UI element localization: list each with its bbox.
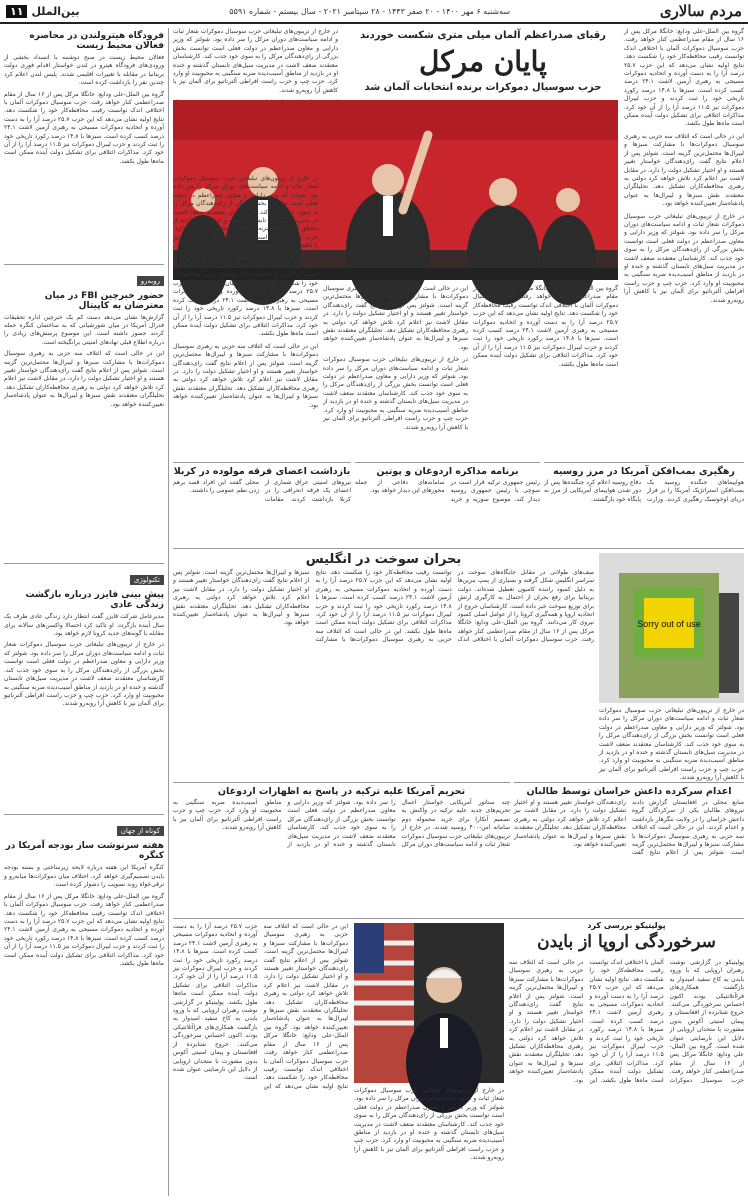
- article-erdogan-putin-title: برنامه مذاکره اردوغان و پوتین: [376, 466, 519, 477]
- sidebar-tag-3: کوتاه از جهان: [117, 826, 164, 836]
- lead-body-col-1: [473, 285, 618, 455]
- article-bomber-body: هواپیماهای جنگنده روسیه یک بمب‌افکن استراتژیک آمریکا را بر فراز دریای اوخوتسک رهگیری کردند. وزارت دفاع روسیه اعلام کرد جنگنده‌ها پس از دور شدن هواپیمای آمریکایی از مرز به پایگاه خود بازگشتند.: [544, 479, 744, 503]
- article-bomber-title: رهگیری بمب‌افکن آمریکا در مرز روسیه: [553, 466, 735, 477]
- article-fuel-crisis-body: [173, 569, 594, 769]
- article-bomber: [544, 462, 744, 542]
- article-biden-body-left: [173, 923, 348, 1195]
- lead-headline-block: [348, 30, 618, 93]
- turkey-text-cont: در خارج از تریبون‌های تبلیغاتی حزب سوسیال دموکرات شعار ثبات و ادامه سیاست‌های دوران مرکل را سر داده بود. شولتز که وزیر دارایی و معاون صدراعظم در دولت فعلی است توانست بخش بزرگی از رای‌دهندگان مرکل را به سوی خود جذب کند. کارشناسان معتقدند ضعف لاشت در مدیریت سیل‌های تابستان گذشته و خنده او در بازدید از مناطق آسیب‌دیده ضربه سنگینی به محبوبیت او وارد کرد. حزب چپ و حزب راست افراطی آلترناتیو برای آلمان نیز با کاهش آرا روبه‌رو شدند.: [173, 799, 510, 849]
- sidebar-bottom-body-cont: گروه بین الملل-علی ودایع: خانگلا مرکل پس از ۱۶ سال از مقام صدراعظمی کنار خواهد رفت. حزب سوسیال دموکرات آلمان با اختلافی اندک توانست رقیب محافظه‌کار خود را شکست دهد. نتایج اولیه نشان می‌دهد که این حزب ۲۵.۷ درصد آرا را به دست آورده و اتحادیه دموکرات مسیحی به رهبری آرمین لاشت ۲۴.۱ درصد کسب کرده است. سبزها با ۱۴.۸ درصد رکورد تاریخی خود را ثبت کردند و حزب لیبرال دموکرات نیز ۱۱.۵ درصد آرا را از آن خود کرد. مذاکرات ائتلافی برای تشکیل دولت آینده ممکن است ماه‌ها طول بکشد.: [4, 892, 164, 967]
- sidebar-divider: [4, 563, 164, 564]
- section-name: بین‌الملل: [31, 4, 80, 18]
- sidebar-mid-title: حضور خبرچین FBI در میان معترضان به کاپیتال: [44, 290, 164, 311]
- fuel-crisis-under-photo: [599, 707, 744, 782]
- article-karbala-body: نیروهای امنیتی عراق شماری از اعضای یک فرقه انحرافی را در کربلا بازداشت کردند. مقامات محلی گفتند این افراد قصد برهم زدن نظم عمومی را داشتند.: [173, 479, 351, 503]
- sidebar-divider: [4, 264, 164, 265]
- sidebar-top-title: فرودگاه هیترولندن در محاصره فعالان محیط زیست: [29, 31, 164, 51]
- lead-subtitle: حزب سوسیال دموکرات برنده انتخابات آلمان شد: [364, 82, 602, 93]
- fuel-crisis-photo: [599, 553, 744, 703]
- article-karbala-title: بازداشت اعضای فرقه مولوده در کربلا: [173, 466, 351, 477]
- lead-right-text-cont2: در خارج از تریبون‌های تبلیغاتی حزب سوسیال دموکرات شعار ثبات و ادامه سیاست‌های دوران مرکل را سر داده بود. شولتز که وزیر دارایی و معاون صدراعظم در دولت فعلی است توانست بخش بزرگی از رای‌دهندگان مرکل را به سوی خود جذب کند. کارشناسان معتقدند ضعف لاشت در مدیریت سیل‌های تابستان گذشته و خنده او در بازدید از مناطق آسیب‌دیده ضربه سنگینی به محبوبیت او وارد کرد. حزب چپ و حزب راست افراطی آلترناتیو برای آلمان نیز با کاهش آرا روبه‌رو شدند.: [624, 212, 744, 304]
- biden-text-cont: گروه بین الملل-علی ودایع: خانگلا مرکل پس از ۱۶ سال از مقام صدراعظمی کنار خواهد رفت. حزب سوسیال دموکرات آلمان با اختلافی اندک توانست رقیب محافظه‌کار خود را شکست دهد. نتایج اولیه نشان می‌دهد که این حزب ۲۵.۷ درصد آرا را به دست آورده و اتحادیه دموکرات مسیحی به رهبری آرمین لاشت ۲۴.۱ درصد کسب کرده است. سبزها با ۱۴.۸ درصد رکورد تاریخی خود را ثبت کردند و حزب لیبرال دموکرات نیز ۱۱.۵ درصد آرا را از آن خود کرد. مذاکرات ائتلافی برای تشکیل دولت آینده ممکن است ماه‌ها طول بکشد.: [589, 959, 744, 1084]
- article-turkey-sanctions-body: [173, 799, 510, 909]
- issue-info: سه‌شنبه ۶ مهر ۱۴۰۰ - ۲۰ صفر ۱۴۴۳ - ۲۸ سپتامبر ۲۰۲۱ - سال بیستم - شماره ۵۵۹۱: [229, 6, 511, 16]
- lead-right-text: گروه بین الملل-علی ودایع: خانگلا مرکل پس از ۱۶ سال از مقام صدراعظمی کنار خواهد رفت. حزب سوسیال دموکرات آلمان با اختلافی اندک توانست رقیب محافظه‌کار خود را شکست دهد. نتایج اولیه نشان می‌دهد که این حزب ۲۵.۷ درصد آرا را به دست آورده و اتحادیه دموکرات مسیحی به رهبری آرمین لاشت ۲۴.۱ درصد کسب کرده است. سبزها با ۱۴.۸ درصد رکورد تاریخی خود را ثبت کردند و حزب لیبرال دموکرات نیز ۱۱.۵ درصد آرا را از آن خود کرد. مذاکرات ائتلافی برای تشکیل دولت آینده ممکن است ماه‌ها طول بکشد.: [624, 28, 745, 128]
- lead-right-text-cont: این در حالی است که ائتلاف سه حزبی به رهبری سوسیال دموکرات‌ها با مشارکت سبزها و لیبرال‌ها محتمل‌ترین گزینه است. شولتز پس از اعلام نتایج گفت رای‌دهندگان خواستار تغییر هستند و او اختیار تشکیل دولت را دارد. در مقابل لاشت نیز اعلام کرد تلاش خواهد کرد دولتی به رهبری محافظه‌کاران تشکیل دهد. تحلیلگران معتقدند نقش سبزها و لیبرال‌ها به عنوان پادشاه‌ساز تعیین‌کننده خواهد بود.: [624, 132, 744, 208]
- section-label: [6, 5, 80, 18]
- article-erdogan-putin-body: رئیس جمهوری ترکیه قرار است در سوچی با رئیس جمهوری روسیه دیدار کند. موضوع سوریه و خرید سامانه‌های دفاعی از جمله محورهای این دیدار خواهد بود.: [355, 479, 540, 503]
- lead-body-col-3: [173, 175, 318, 455]
- article-taliban-body: [514, 799, 744, 909]
- fuel-crisis-text-cont2: این در حالی است که ائتلاف سه حزبی به رهبری سوسیال دموکرات‌ها با مشارکت سبزها و لیبرال‌ها محتمل‌ترین گزینه است. شولتز پس از اعلام نتایج گفت رای‌دهندگان خواستار تغییر هستند و او اختیار تشکیل دولت را دارد. در مقابل لاشت نیز اعلام کرد تلاش خواهد کرد دولتی به رهبری محافظه‌کاران تشکیل دهد. تحلیلگران معتقدند نقش سبزها و لیبرال‌ها به عنوان پادشاه‌ساز تعیین‌کننده خواهد بود.: [173, 569, 452, 644]
- sidebar-tag-1: روبه‌رو: [137, 276, 164, 286]
- lead-body-text-1: گروه بین الملل-علی ودایع: خانگلا مرکل پس از ۱۶ سال از مقام صدراعظمی کنار خواهد رفت. حزب سوسیال دموکرات آلمان با اختلافی اندک توانست رقیب محافظه‌کار خود را شکست دهد. نتایج اولیه نشان می‌دهد که این حزب ۲۵.۷ درصد آرا را به دست آورده و اتحادیه دموکرات مسیحی به رهبری آرمین لاشت ۲۴.۱ درصد کسب کرده است. سبزها با ۱۴.۸ درصد رکورد تاریخی خود را ثبت کردند و حزب لیبرال دموکرات نیز ۱۱.۵ درصد آرا را از آن خود کرد. مذاکرات ائتلافی برای تشکیل دولت آینده ممکن است ماه‌ها طول بکشد.: [473, 285, 618, 368]
- fuel-crisis-text-cont: گروه بین الملل-علی ودایع: خانگلا مرکل پس از ۱۶ سال از مقام صدراعظمی کنار خواهد رفت. حزب سوسیال دموکرات آلمان با اختلافی اندک توانست رقیب محافظه‌کار خود را شکست دهد. نتایج اولیه نشان می‌دهد که این حزب ۲۵.۷ درصد آرا را به دست آورده و اتحادیه دموکرات مسیحی به رهبری آرمین لاشت ۲۴.۱ درصد کسب کرده است. سبزها با ۱۴.۸ درصد رکورد تاریخی خود را ثبت کردند و حزب لیبرال دموکرات نیز ۱۱.۵ درصد آرا را از آن خود کرد. مذاکرات ائتلافی برای تشکیل دولت آینده ممکن است ماه‌ها طول بکشد.: [315, 569, 594, 644]
- article-biden: [173, 918, 744, 1196]
- sidebar-bottom-title: هفته سرنوشت ساز بودجه آمریکا در کنگره: [5, 841, 164, 862]
- lead-kicker: رقبای صدراعظم آلمان میلی متری شکست خوردند: [360, 30, 606, 41]
- article-taliban-title: اعدام سرکرده داعش خراسان توسط طالبان: [526, 786, 732, 797]
- sidebar-mid-body-cont: این در حالی است که ائتلاف سه حزبی به رهبری سوسیال دموکرات‌ها با مشارکت سبزها و لیبرال‌ها محتمل‌ترین گزینه است. شولتز پس از اعلام نتایج گفت رای‌دهندگان خواستار تغییر هستند و او اختیار تشکیل دولت را دارد. در مقابل لاشت نیز اعلام کرد تلاش خواهد کرد دولتی به رهبری محافظه‌کاران تشکیل دهد. تحلیلگران معتقدند نقش سبزها و لیبرال‌ها به عنوان پادشاه‌ساز تعیین‌کننده خواهد بود.: [4, 350, 164, 408]
- left-sidebar: [4, 28, 169, 1196]
- biden-left-text-cont: گروه بین الملل-علی ودایع: خانگلا مرکل پس از ۱۶ سال از مقام صدراعظمی کنار خواهد رفت. حزب سوسیال دموکرات آلمان با اختلافی اندک توانست رقیب محافظه‌کار خود را شکست دهد. نتایج اولیه نشان می‌دهد که این حزب ۲۵.۷ درصد آرا را به دست آورده و اتحادیه دموکرات مسیحی به رهبری آرمین لاشت ۲۴.۱ درصد کسب کرده است. سبزها با ۱۴.۸ درصد رکورد تاریخی خود را ثبت کردند و حزب لیبرال دموکرات نیز ۱۱.۵ درصد آرا را از آن خود کرد. مذاکرات ائتلافی برای تشکیل دولت آینده ممکن است ماه‌ها طول بکشد.: [173, 923, 349, 1090]
- article-biden-title: سرخوردگی اروپا از بایدن: [537, 932, 716, 952]
- sidebar-low-body: مدیرعامل شرکت فایزر گفت انتظار دارد زندگی عادی ظرف یک سال آینده بازگردد. او تاکید کرد احتمالا واکسن‌های سالانه برای مقابله با گونه‌های جدید کرونا لازم خواهد بود.: [4, 613, 164, 638]
- sidebar-low-title: پیش بینی فایزر درباره بازگشت زندگی عادی: [25, 590, 164, 611]
- sidebar-mid-body: گزارش‌ها نشان می‌دهد دست کم یک خبرچین اداره تحقیقات فدرال آمریکا در میان شورشیانی که به ساختمان کنگره حمله کردند حضور داشته است. این موضوع پرسش‌های زیادی را درباره اطلاع قبلی نهادهای امنیتی برانگیخته است.: [4, 313, 164, 346]
- biden-left-text-cont2: پولیتیکو در گزارشی نوشت رهبران اروپایی که با ورود بایدن به کاخ سفید امیدوار به بازگشت همکاری‌های فراآتلانتیکی بودند اکنون احساس سرخوردگی می‌کنند. خروج شتابزده از افغانستان و پیمان امنیتی آکوس بدون مشورت با متحدان اروپایی از دلایل این نارضایتی عنوان شده است.: [173, 998, 258, 1082]
- sidebar-top-body: فعالان محیط زیست در صبح دوشنبه با انسداد بخشی از ورودی‌های فرودگاه هیترو در لندن خواستار اقدام فوری دولت بریتانیا در مقابله با تغییرات اقلیمی شدند. پلیس لندن اعلام کرد چندین نفر را بازداشت کرده است.: [4, 54, 164, 87]
- turkey-text: چند سناتور آمریکایی خواستار اعمال تحریم‌های جدید علیه ترکیه در واکنش به تصمیم آنکارا برای خرید محموله دوم سامانه اس-۴۰۰ روسیه شدند.: [401, 799, 510, 832]
- lead-body-col-2: [323, 285, 468, 455]
- lead-left-text: در خارج از تریبون‌های تبلیغاتی حزب سوسیال دموکرات شعار ثبات و ادامه سیاست‌های دوران مرکل را سر داده بود. شولتز که وزیر دارایی و معاون صدراعظم در دولت فعلی است توانست بخش بزرگی از رای‌دهندگان مرکل را به سوی خود جذب کند. کارشناسان معتقدند ضعف لاشت در مدیریت سیل‌های تابستان گذشته و خنده او در بازدید از مناطق آسیب‌دیده ضربه سنگینی به محبوبیت او وارد کرد. حزب چپ و حزب راست افراطی آلترناتیو برای آلمان نیز با کاهش آرا روبه‌رو شدند.: [173, 28, 338, 94]
- lead-body-text-2b: در خارج از تریبون‌های تبلیغاتی حزب سوسیال دموکرات شعار ثبات و ادامه سیاست‌های دوران مرکل را سر داده بود. شولتز که وزیر دارایی و معاون صدراعظم در دولت فعلی است توانست بخش بزرگی از رای‌دهندگان مرکل را به سوی خود جذب کند. کارشناسان معتقدند ضعف لاشت در مدیریت سیل‌های تابستان گذشته و خنده او در بازدید از مناطق آسیب‌دیده ضربه سنگینی به محبوبیت او وارد کرد. حزب چپ و حزب راست افراطی آلترناتیو برای آلمان نیز با کاهش آرا روبه‌رو شدند.: [323, 356, 468, 431]
- article-karbala: [173, 462, 351, 542]
- fuel-crisis-under-text: در خارج از تریبون‌های تبلیغاتی حزب سوسیال دموکرات شعار ثبات و ادامه سیاست‌های دوران مرکل را سر داده بود. شولتز که وزیر دارایی و معاون صدراعظم در دولت فعلی است توانست بخش بزرگی از رای‌دهندگان مرکل را به سوی خود جذب کند. کارشناسان معتقدند ضعف لاشت در مدیریت سیل‌های تابستان گذشته و خنده او در بازدید از مناطق آسیب‌دیده ضربه سنگینی به محبوبیت او وارد کرد. حزب چپ و حزب راست افراطی آلترناتیو برای آلمان نیز با کاهش آرا روبه‌رو شدند.: [599, 707, 744, 782]
- article-fuel-crisis-title: بحران سوخت در انگلیس: [305, 552, 462, 567]
- taliban-text: منابع محلی در افغانستان گزارش دادند نیروهای طالبان یکی از سرکردگان گروه داعش خراسان را در ولایت ننگرهار بازداشت و اعدام کردند.: [632, 799, 745, 832]
- article-biden-body-right: [509, 959, 744, 1194]
- lead-title: پایان مرکل: [419, 45, 547, 78]
- sidebar-tag-2: تکنولوژی: [130, 575, 164, 585]
- sidebar-bottom-body: کنگره آمریکا این هفته درباره لایحه زیرساختی و بسته بودجه بایدن تصمیم‌گیری خواهد کرد. اختلاف میان دموکرات‌ها میانه‌رو و ترقی‌خواه روند تصویب را دشوار کرده است.: [4, 864, 164, 889]
- newspaper-brand: مردم سالاری: [659, 2, 742, 20]
- biden-text-cont2: این در حالی است که ائتلاف سه حزبی به رهبری سوسیال دموکرات‌ها با مشارکت سبزها و لیبرال‌ها محتمل‌ترین گزینه است. شولتز پس از اعلام نتایج گفت رای‌دهندگان خواستار تغییر هستند و او اختیار تشکیل دولت را دارد. در مقابل لاشت نیز اعلام کرد تلاش خواهد کرد دولتی به رهبری محافظه‌کاران تشکیل دهد. تحلیلگران معتقدند نقش سبزها و لیبرال‌ها به عنوان پادشاه‌ساز تعیین‌کننده خواهد بود.: [509, 959, 598, 1084]
- article-biden-headline: [509, 921, 744, 952]
- page-number: ۱۱: [6, 5, 27, 18]
- article-biden-kicker: پولیتیکو بررسی کرد: [587, 921, 666, 930]
- biden-left-text: این در حالی است که ائتلاف سه حزبی به رهبری سوسیال دموکرات‌ها با مشارکت سبزها و لیبرال‌ها محتمل‌ترین گزینه است. شولتز پس از اعلام نتایج گفت رای‌دهندگان خواستار تغییر هستند و او اختیار تشکیل دولت را دارد. در مقابل لاشت نیز اعلام کرد تلاش خواهد کرد دولتی به رهبری محافظه‌کاران تشکیل دهد. تحلیلگران معتقدند نقش سبزها و لیبرال‌ها به عنوان پادشاه‌ساز تعیین‌کننده خواهد بود.: [263, 923, 348, 1031]
- biden-under-text: در خارج از تریبون‌های تبلیغاتی حزب سوسیال دموکرات شعار ثبات و ادامه سیاست‌های دوران مرکل را سر داده بود. شولتز که وزیر دارایی و معاون صدراعظم در دولت فعلی است توانست بخش بزرگی از رای‌دهندگان مرکل را به سوی خود جذب کند. کارشناسان معتقدند ضعف لاشت در مدیریت سیل‌های تابستان گذشته و خنده او در بازدید از مناطق آسیب‌دیده ضربه سنگینی به محبوبیت او وارد کرد. حزب چپ و حزب راست افراطی آلترناتیو برای آلمان نیز با کاهش آرا روبه‌رو شدند.: [354, 1087, 504, 1162]
- article-biden-body-under-photo: [354, 1087, 504, 1195]
- fuel-sign-text: Sorry out of use: [637, 619, 701, 629]
- biden-illustration: [354, 923, 504, 1083]
- lead-body-text-3c: این در حالی است که ائتلاف سه حزبی به رهبری سوسیال دموکرات‌ها با مشارکت سبزها و لیبرال‌ها محتمل‌ترین گزینه است. شولتز پس از اعلام نتایج گفت رای‌دهندگان خواستار تغییر هستند و او اختیار تشکیل دولت را دارد. در مقابل لاشت نیز اعلام کرد تلاش خواهد کرد دولتی به رهبری محافظه‌کاران تشکیل دهد. تحلیلگران معتقدند نقش سبزها و لیبرال‌ها به عنوان پادشاه‌ساز تعیین‌کننده خواهد بود.: [173, 342, 318, 409]
- article-fuel-crisis: [173, 548, 744, 782]
- biden-text: پولیتیکو در گزارشی نوشت رهبران اروپایی که با ورود بایدن به کاخ سفید امیدوار به بازگشت همکاری‌های فراآتلانتیکی بودند اکنون احساس سرخوردگی می‌کنند. خروج شتابزده از افغانستان و پیمان امنیتی آکوس بدون مشورت با متحدان اروپایی از دلایل این نارضایتی عنوان شده است.: [669, 959, 744, 1051]
- biden-photo: [354, 923, 504, 1083]
- lead-body-text-3b: گروه بین الملل-علی ودایع: خانگلا مرکل پس از ۱۶ سال از مقام صدراعظمی کنار خواهد رفت. حزب سوسیال دموکرات آلمان با اختلافی اندک توانست رقیب محافظه‌کار خود را شکست دهد. نتایج اولیه نشان می‌دهد که این حزب ۲۵.۷ درصد آرا را به دست آورده و اتحادیه دموکرات مسیحی به رهبری آرمین لاشت ۲۴.۱ درصد کسب کرده است. سبزها با ۱۴.۸ درصد رکورد تاریخی خود را ثبت کردند و حزب لیبرال دموکرات نیز ۱۱.۵ درصد آرا را از آن خود کرد. مذاکرات ائتلافی برای تشکیل دولت آینده ممکن است ماه‌ها طول بکشد.: [173, 254, 318, 338]
- page-header: [0, 0, 748, 24]
- lead-body-text-2: این در حالی است که ائتلاف سه حزبی به رهبری سوسیال دموکرات‌ها با مشارکت سبزها و لیبرال‌ها محتمل‌ترین گزینه است. شولتز پس از اعلام نتایج گفت رای‌دهندگان خواستار تغییر هستند و او اختیار تشکیل دولت را دارد. در مقابل لاشت نیز اعلام کرد تلاش خواهد کرد دولتی به رهبری محافظه‌کاران تشکیل دهد. تحلیلگران معتقدند نقش سبزها و لیبرال‌ها به عنوان پادشاه‌ساز تعیین‌کننده خواهد بود.: [323, 285, 468, 351]
- fuel-crisis-text: صف‌های طولانی در مقابل جایگاه‌های سوخت در سراسر انگلیس شکل گرفته و بسیاری از پمپ بنزین‌ها به دلیل کمبود راننده کامیون تعطیل شده‌اند. دولت بریتانیا برای رفع بحران از احتمال به کارگیری ارتش برای توزیع سوخت خبر داده است. کارشناسان خروج از اتحادیه اروپا و همه‌گیری کرونا را از عوامل اصلی کمبود نیروی کار می‌دانند.: [457, 569, 594, 627]
- article-turkey-sanctions: [173, 782, 510, 914]
- sidebar-divider: [4, 814, 164, 815]
- article-taliban: [514, 782, 744, 914]
- sidebar-top-body-cont: گروه بین الملل-علی ودایع: خانگلا مرکل پس از ۱۶ سال از مقام صدراعظمی کنار خواهد رفت. حزب سوسیال دموکرات آلمان با اختلافی اندک توانست رقیب محافظه‌کار خود را شکست دهد. نتایج اولیه نشان می‌دهد که این حزب ۲۵.۷ درصد آرا را به دست آورده و اتحادیه دموکرات مسیحی به رهبری آرمین لاشت ۲۴.۱ درصد کسب کرده است. سبزها با ۱۴.۸ درصد رکورد تاریخی خود را ثبت کردند و حزب لیبرال دموکرات نیز ۱۱.۵ درصد آرا را از آن خود کرد. مذاکرات ائتلافی برای تشکیل دولت آینده ممکن است ماه‌ها طول بکشد.: [4, 90, 164, 165]
- article-erdogan-putin: [355, 462, 540, 542]
- fuel-pump-illustration: [599, 553, 744, 703]
- lead-body-text-3: در خارج از تریبون‌های تبلیغاتی حزب سوسیال دموکرات شعار ثبات و ادامه سیاست‌های دوران مرکل را سر داده بود. شولتز که وزیر دارایی و معاون صدراعظم در دولت فعلی است توانست بخش بزرگی از رای‌دهندگان مرکل را به سوی خود جذب کند. کارشناسان معتقدند ضعف لاشت در مدیریت سیل‌های تابستان گذشته و خنده او در بازدید از مناطق آسیب‌دیده ضربه سنگینی به محبوبیت او وارد کرد. حزب چپ و حزب راست افراطی آلترناتیو برای آلمان نیز با کاهش آرا روبه‌رو شدند.: [173, 175, 318, 250]
- article-turkey-sanctions-title: تحریم آمریکا علیه ترکیه در پاسخ به اظهارات اردوغان: [217, 786, 466, 797]
- sidebar-low-body-cont: در خارج از تریبون‌های تبلیغاتی حزب سوسیال دموکرات شعار ثبات و ادامه سیاست‌های دوران مرکل را سر داده بود. شولتز که وزیر دارایی و معاون صدراعظم در دولت فعلی است توانست بخش بزرگی از رای‌دهندگان مرکل را به سوی خود جذب کند. کارشناسان معتقدند ضعف لاشت در مدیریت سیل‌های تابستان گذشته و خنده او در بازدید از مناطق آسیب‌دیده ضربه سنگینی به محبوبیت او وارد کرد. حزب چپ و حزب راست افراطی آلترناتیو برای آلمان نیز با کاهش آرا روبه‌رو شدند.: [4, 641, 164, 708]
- lead-right-column: [624, 28, 744, 460]
- taliban-text-cont: این در حالی است که ائتلاف سه حزبی به رهبری سوسیال دموکرات‌ها با مشارکت سبزها و لیبرال‌ها محتمل‌ترین گزینه است. شولتز پس از اعلام نتایج گفت رای‌دهندگان خواستار تغییر هستند و او اختیار تشکیل دولت را دارد. در مقابل لاشت نیز اعلام کرد تلاش خواهد کرد دولتی به رهبری محافظه‌کاران تشکیل دهد. تحلیلگران معتقدند نقش سبزها و لیبرال‌ها به عنوان پادشاه‌ساز تعیین‌کننده خواهد بود.: [514, 799, 744, 857]
